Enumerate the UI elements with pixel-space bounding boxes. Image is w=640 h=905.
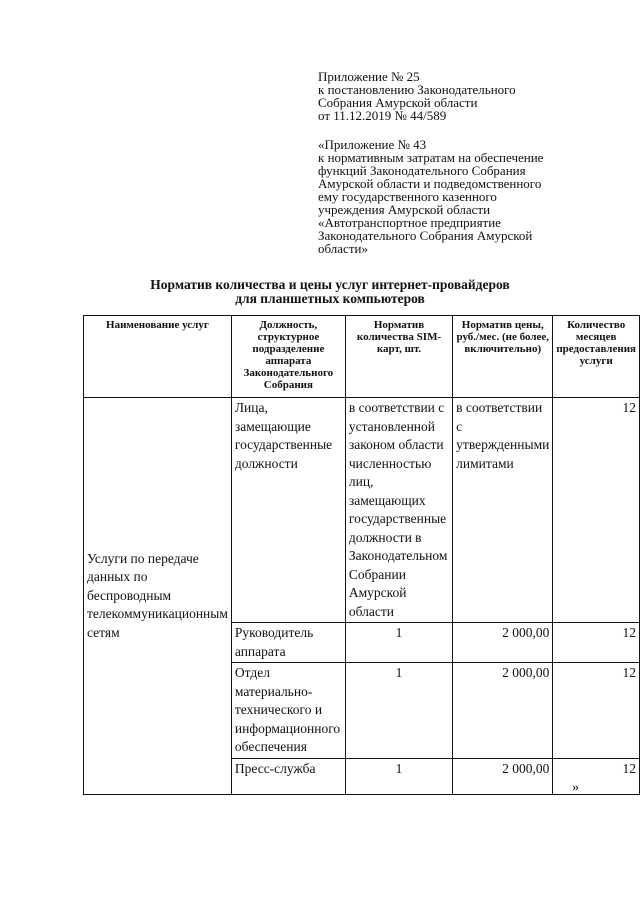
position-cell: Пресс-служба [231,758,345,794]
header-sim-count: Норматив количества SIM-карт, шт. [345,316,452,398]
header-line: области» [318,241,368,256]
price-cell: 2 000,00 [453,623,553,663]
header-service: Наименование услуг [84,316,232,398]
price-cell: 2 000,00 [453,758,553,794]
header-line: «Автотранспортное предприятие [318,215,501,230]
title-line: для планшетных компьютеров [235,291,425,306]
header-line: к нормативным затратам на обеспечение [318,150,544,165]
header-line: от 11.12.2019 № 44/589 [318,108,447,123]
position-cell: Лица, замещающие государственные должности [231,398,345,623]
months-cell: 12 [553,663,640,759]
header-line: Амурской области и подведомственного [318,176,542,191]
header-line: Законодательного Собрания Амурской [318,228,533,243]
header-line: ему государственного казенного [318,189,497,204]
table-header-row [84,316,640,398]
service-name-cell: Услуги по передаче данных по беспроводным телекоммуникационным сетям [84,398,232,795]
table-row [84,398,640,623]
document-title [40,278,620,306]
sim-cell: 1 [345,623,452,663]
header-months: Количество месяцев предоставления услуги [553,316,640,398]
header-line: Приложение № 25 [318,69,420,84]
months-cell: 12 [553,623,640,663]
header-line: Собрания Амурской области [318,95,478,110]
sim-cell: в соответствии с установленной законом области численностью лиц, замещающих государственные должности в Законодательном Собрании Амурской области [345,398,452,623]
sim-cell: 1 [345,663,452,759]
closing-quote: » [572,780,579,795]
position-cell: Руководитель аппарата [231,623,345,663]
document-header [318,70,618,255]
price-cell: в соответствии с утвержденными лимитами [453,398,553,623]
header-line: функций Законодательного Собрания [318,163,526,178]
position-cell: Отдел материально-технического и информационного обеспечения [231,663,345,759]
header-price: Норматив цены, руб./мес. (не более, включительно) [453,316,553,398]
title-line: Норматив количества и цены услуг интернет-провайдеров [150,277,510,292]
months-cell: 12 [553,398,640,623]
header-line: к постановлению Законодательного [318,82,516,97]
price-cell: 2 000,00 [453,663,553,759]
norms-table [83,315,640,795]
months-cell: 12 [553,758,640,794]
header-line: «Приложение № 43 [318,137,427,152]
header-line: учреждения Амурской области [318,202,491,217]
sim-cell: 1 [345,758,452,794]
header-position: Должность, структурное подразделение аппарата Законодательного Собрания [231,316,345,398]
